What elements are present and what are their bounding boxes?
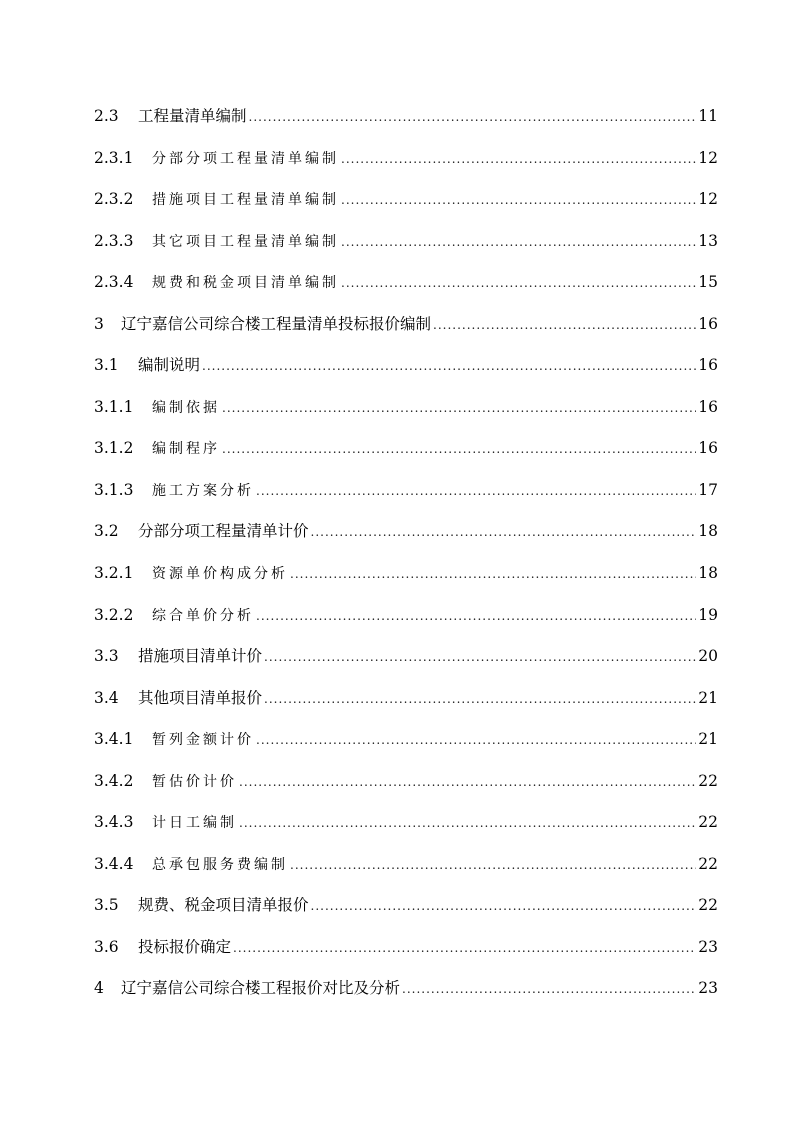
toc-title: 工程量清单编制 <box>138 107 247 125</box>
toc-entry[interactable] <box>94 636 718 678</box>
toc-number: 2.3 <box>94 107 119 125</box>
toc-number: 3.4.3 <box>94 813 134 832</box>
toc-number: 3.2 <box>94 522 119 541</box>
dot-leader <box>202 346 696 388</box>
toc-number: 3.3 <box>94 647 119 666</box>
toc-title: 编制依据 <box>152 399 220 416</box>
dot-leader <box>249 97 697 139</box>
toc-page-number: 16 <box>698 356 718 375</box>
dot-leader <box>233 928 696 970</box>
toc-entry[interactable] <box>94 553 718 595</box>
toc-page-number: 16 <box>698 397 718 416</box>
toc-number: 3.4.4 <box>94 854 134 873</box>
toc-title: 资源单价构成分析 <box>152 566 288 583</box>
toc-number: 3.4.1 <box>94 730 134 749</box>
toc-title: 辽宁嘉信公司综合楼工程报价对比及分析 <box>121 979 401 998</box>
toc-number: 3.6 <box>94 937 119 956</box>
toc-entry[interactable] <box>94 678 718 720</box>
dot-leader <box>222 429 696 471</box>
toc-page-number: 23 <box>698 979 718 998</box>
dot-leader <box>256 720 696 762</box>
toc-page-number: 23 <box>698 937 718 956</box>
toc-title: 规费、税金项目清单报价 <box>138 896 309 915</box>
dot-leader <box>311 886 697 928</box>
toc-entry[interactable] <box>94 345 718 387</box>
dot-leader <box>290 845 696 887</box>
dot-leader <box>290 554 696 596</box>
toc-entry[interactable] <box>94 304 718 346</box>
toc-title: 分部分项工程量清单计价 <box>138 522 309 541</box>
toc-page-number: 22 <box>698 854 718 873</box>
toc-title: 其他项目清单报价 <box>138 688 263 707</box>
toc-number: 3.1 <box>94 356 119 375</box>
toc-title: 施工方案分析 <box>152 482 254 499</box>
toc-entry[interactable] <box>94 179 718 221</box>
toc-entry[interactable] <box>94 844 718 886</box>
toc-entry[interactable] <box>94 387 718 429</box>
dot-leader <box>239 803 696 845</box>
toc-page-number: 11 <box>698 107 718 125</box>
toc-title: 综合单价分析 <box>152 607 254 624</box>
toc-page-number: 22 <box>698 771 718 790</box>
toc-title: 总承包服务费编制 <box>152 856 288 873</box>
toc-page-number: 22 <box>698 896 718 915</box>
toc-number: 3.2.2 <box>94 605 134 624</box>
toc-entry[interactable] <box>94 927 718 969</box>
dot-leader <box>433 305 696 347</box>
dot-leader <box>256 596 696 638</box>
table-of-contents <box>94 96 718 1010</box>
toc-page-number: 21 <box>698 730 718 749</box>
toc-number: 4 <box>94 979 104 998</box>
toc-title: 编制程序 <box>152 441 220 458</box>
toc-page-number: 22 <box>698 813 718 832</box>
toc-number: 3.4.2 <box>94 771 134 790</box>
toc-entry[interactable] <box>94 470 718 512</box>
toc-entry[interactable] <box>94 761 718 803</box>
toc-entry[interactable] <box>94 885 718 927</box>
toc-number: 2.3.2 <box>94 190 134 209</box>
toc-entry[interactable] <box>94 138 718 180</box>
toc-title: 措施项目工程量清单编制 <box>152 192 339 209</box>
toc-page-number: 17 <box>698 480 718 499</box>
dot-leader <box>402 969 696 1011</box>
toc-entry[interactable] <box>94 968 718 1010</box>
dot-leader <box>264 637 696 679</box>
dot-leader <box>341 263 696 305</box>
toc-page-number: 16 <box>698 314 718 333</box>
toc-page-number: 12 <box>698 148 718 167</box>
dot-leader <box>264 679 696 721</box>
toc-title: 编制说明 <box>138 356 201 375</box>
toc-page-number: 16 <box>698 439 718 458</box>
toc-entry[interactable] <box>94 719 718 761</box>
toc-page-number: 15 <box>698 273 718 292</box>
toc-number: 3.2.1 <box>94 564 134 583</box>
toc-page-number: 21 <box>698 688 718 707</box>
toc-number: 3.1.1 <box>94 397 134 416</box>
toc-page-number: 12 <box>698 190 718 209</box>
toc-title: 措施项目清单计价 <box>138 647 263 666</box>
toc-title: 规费和税金项目清单编制 <box>152 275 339 292</box>
dot-leader <box>311 512 697 554</box>
toc-number: 3.5 <box>94 896 119 915</box>
toc-page-number: 18 <box>698 564 718 583</box>
toc-number: 2.3.1 <box>94 148 134 167</box>
toc-number: 3.1.2 <box>94 439 134 458</box>
toc-page-number: 13 <box>698 231 718 250</box>
toc-number: 2.3.4 <box>94 273 134 292</box>
toc-number: 3 <box>94 314 104 333</box>
dot-leader <box>341 222 696 264</box>
toc-entry[interactable] <box>94 802 718 844</box>
toc-entry[interactable] <box>94 96 718 138</box>
dot-leader <box>341 180 696 222</box>
toc-title: 分部分项工程量清单编制 <box>152 150 339 167</box>
toc-title: 其它项目工程量清单编制 <box>152 233 339 250</box>
dot-leader <box>256 471 696 513</box>
toc-entry[interactable] <box>94 595 718 637</box>
dot-leader <box>222 388 696 430</box>
toc-entry[interactable] <box>94 428 718 470</box>
toc-page-number: 18 <box>698 522 718 541</box>
toc-entry[interactable] <box>94 511 718 553</box>
dot-leader <box>239 762 696 804</box>
toc-page-number: 20 <box>698 647 718 666</box>
toc-title: 暂估价计价 <box>152 773 237 790</box>
toc-title: 投标报价确定 <box>138 937 232 956</box>
toc-number: 2.3.3 <box>94 231 134 250</box>
dot-leader <box>341 139 696 181</box>
toc-page-number: 19 <box>698 605 718 624</box>
toc-title: 暂列金额计价 <box>152 732 254 749</box>
toc-title: 计日工编制 <box>152 815 237 832</box>
toc-entry[interactable] <box>94 221 718 263</box>
toc-title: 辽宁嘉信公司综合楼工程量清单投标报价编制 <box>121 314 432 333</box>
toc-entry[interactable] <box>94 262 718 304</box>
toc-number: 3.4 <box>94 688 119 707</box>
toc-number: 3.1.3 <box>94 480 134 499</box>
